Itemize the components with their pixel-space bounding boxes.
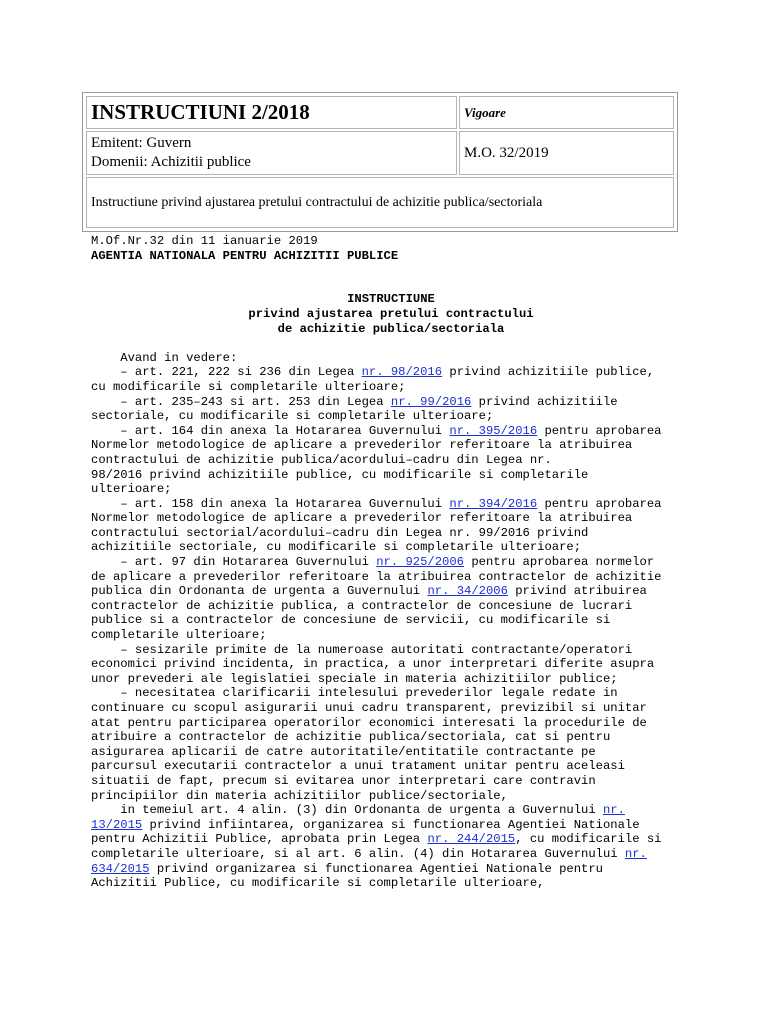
text-line: [91, 482, 691, 497]
status-label: Vigoare: [459, 96, 674, 129]
document-description: Instructiune privind ajustarea pretului contractului de achizitie publica/sectoriala: [86, 177, 674, 228]
text-line: [91, 424, 691, 439]
text-segment: – sesizarile primite de la numeroase autoritati contractante/operatori: [91, 642, 633, 657]
document-title: INSTRUCTIUNI 2/2018: [86, 96, 457, 129]
heading-line: privind ajustarea pretului contractului: [248, 306, 534, 321]
text-segment: – art. 221, 222 si 236 din Legea: [91, 365, 362, 380]
text-line: [91, 497, 691, 512]
text-segment: continuare cu scopul asigurarii unui cadru transparent, previzibil si unitar: [91, 701, 647, 715]
text-segment: publica din Ordonanta de urgenta a Guvernului: [91, 584, 428, 599]
text-segment: economici privind incidenta, in practica, a unor interpretari diferite asupra: [91, 657, 655, 672]
text-segment: parcursul executarii contractelor a unui tratament unitar pentru aceleasi: [91, 759, 625, 774]
text-line: [91, 584, 691, 599]
text-segment: pentru Achizitii Publice, aprobata prin Legea: [91, 832, 428, 847]
text-segment: publice si a contractelor de concesiune de servicii, cu modificarile si: [91, 613, 611, 628]
text-segment: sectoriale, cu modificarile si completarile ulterioare;: [91, 409, 494, 424]
text-line: [91, 876, 691, 891]
text-line: [91, 701, 691, 716]
text-segment: , cu modificarile si: [515, 832, 662, 847]
text-line: [91, 730, 691, 745]
legislation-link[interactable]: nr. 395/2016: [449, 423, 538, 438]
monitor-oficial-label: M.O. 32/2019: [459, 131, 674, 175]
text-segment: in temeiul art. 4 alin. (3) din Ordonanta de urgenta a Guvernului: [91, 803, 603, 818]
document-body: [91, 234, 691, 891]
text-segment: ulterioare;: [91, 482, 172, 497]
text-segment: achizitiile sectoriale, cu modificarile si completarile ulterioare;: [91, 540, 582, 555]
text-line: [91, 818, 691, 833]
text-segment: privind achizitiile publice,: [442, 365, 655, 380]
text-line: [91, 351, 691, 366]
text-line: [91, 555, 691, 570]
text-segment: pentru aprobarea: [537, 423, 662, 438]
text-segment: 98/2016 privind achizitiile publice, cu modificarile si completarile: [91, 467, 589, 482]
text-segment: Avand in vedere:: [91, 350, 238, 365]
text-segment: Normelor metodologice de aplicare a prevederilor referitoare la atribuirea: [91, 438, 633, 453]
text-segment: situatii de fapt, precum si evitarea unor interpretari care contravin: [91, 773, 596, 788]
agency-name: AGENTIA NATIONALA PENTRU ACHIZITII PUBLICE: [91, 248, 399, 263]
text-line: [91, 438, 691, 453]
preamble-text: [91, 351, 691, 891]
legislation-link[interactable]: 634/2015: [91, 861, 150, 876]
text-segment: privind organizarea si functionarea Agentiei Nationale pentru: [149, 861, 603, 876]
legislation-link[interactable]: nr.: [624, 846, 647, 861]
legislation-link[interactable]: 13/2015: [91, 817, 143, 832]
text-segment: privind atribuirea: [507, 584, 647, 599]
text-line: [91, 862, 691, 877]
text-line: [91, 686, 691, 701]
text-segment: atribuire a contractelor de achizitie publica/sectoriala, cat si pentru: [91, 730, 611, 745]
text-line: [91, 832, 691, 847]
text-line: [91, 643, 691, 658]
text-line: [91, 540, 691, 555]
text-segment: – art. 235–243 si art. 253 din Legea: [91, 394, 391, 409]
text-line: [91, 672, 691, 687]
text-line: [91, 599, 691, 614]
text-line: [91, 380, 691, 395]
heading-title: INSTRUCTIUNE: [347, 292, 435, 307]
legislation-link[interactable]: nr. 394/2016: [449, 496, 538, 511]
text-line: [91, 409, 691, 424]
heading-line: de achizitie publica/sectoriala: [277, 321, 505, 336]
legislation-link[interactable]: nr. 34/2006: [427, 584, 508, 599]
text-line: [91, 526, 691, 541]
text-segment: de aplicare a prevederilor referitoare la atribuirea contractelor de achizitie: [91, 569, 662, 584]
legislation-link[interactable]: nr. 925/2006: [376, 555, 464, 570]
monitor-reference: M.Of.Nr.32 din 11 ianuarie 2019: [91, 234, 318, 248]
text-segment: unor prevederi ale legislatiei speciale in materia achizitiilor publice;: [91, 671, 618, 686]
text-segment: privind infiintarea, organizarea si functionarea Agentiei Nationale: [142, 817, 640, 832]
text-segment: cu modificarile si completarile ulterioare;: [91, 379, 406, 394]
text-line: [91, 657, 691, 672]
text-segment: pentru aprobarea normelor: [464, 555, 655, 570]
text-segment: contractului sectorial/acordului–cadru din Legea nr. 99/2016 privind: [91, 525, 589, 540]
text-segment: asigurarea aplicarii de catre autoritatile/entitatile contractante pe: [91, 744, 596, 759]
text-line: [91, 716, 691, 731]
text-line: [91, 745, 691, 760]
text-line: [91, 628, 691, 643]
text-segment: – necesitatea clarificarii intelesului prevederilor legale redate in: [91, 686, 618, 701]
text-segment: pentru aprobarea: [537, 496, 662, 511]
text-segment: contractelor de achizitie publica, a contractelor de concesiune de lucrari: [91, 598, 633, 613]
text-segment: Achizitii Publice, cu modificarile si completarile ulterioare,: [91, 876, 545, 891]
text-segment: principiilor din materia achizitiilor publice/sectoriale,: [91, 788, 508, 803]
text-line: [91, 511, 691, 526]
domenii-label: Domenii: Achizitii publice: [91, 154, 251, 170]
text-line: [91, 365, 691, 380]
text-line: [91, 613, 691, 628]
text-line: [91, 468, 691, 483]
text-segment: Normelor metodologice de aplicare a prevederilor referitoare la atribuirea: [91, 511, 633, 526]
legislation-link[interactable]: nr. 244/2015: [427, 832, 516, 847]
emitent-cell: [86, 131, 457, 175]
text-segment: – art. 97 din Hotararea Guvernului: [91, 555, 377, 570]
text-segment: completarile ulterioare, si al art. 6 alin. (4) din Hotararea Guvernului: [91, 846, 625, 861]
emitent-label: Emitent: Guvern: [91, 135, 192, 151]
text-segment: contractului de achizitie publica/acordului–cadru din Legea nr.: [91, 452, 552, 467]
legislation-link[interactable]: nr. 98/2016: [361, 365, 443, 380]
text-line: [91, 759, 691, 774]
text-segment: – art. 158 din anexa la Hotararea Guvernului: [91, 496, 450, 511]
text-line: [91, 774, 691, 789]
text-line: [91, 395, 691, 410]
text-segment: atat pentru participarea operatorilor economici interesati la procedurile de: [91, 715, 647, 730]
text-segment: privind achizitiile: [471, 394, 618, 409]
text-line: [91, 453, 691, 468]
document-header-table: [82, 92, 678, 232]
legislation-link[interactable]: nr.: [602, 803, 625, 818]
text-segment: completarile ulterioare;: [91, 628, 267, 643]
legislation-link[interactable]: nr. 99/2016: [390, 394, 472, 409]
text-line: [91, 570, 691, 585]
text-segment: – art. 164 din anexa la Hotararea Guvernului: [91, 423, 450, 438]
text-line: [91, 803, 691, 818]
text-line: [91, 789, 691, 804]
text-line: [91, 847, 691, 862]
